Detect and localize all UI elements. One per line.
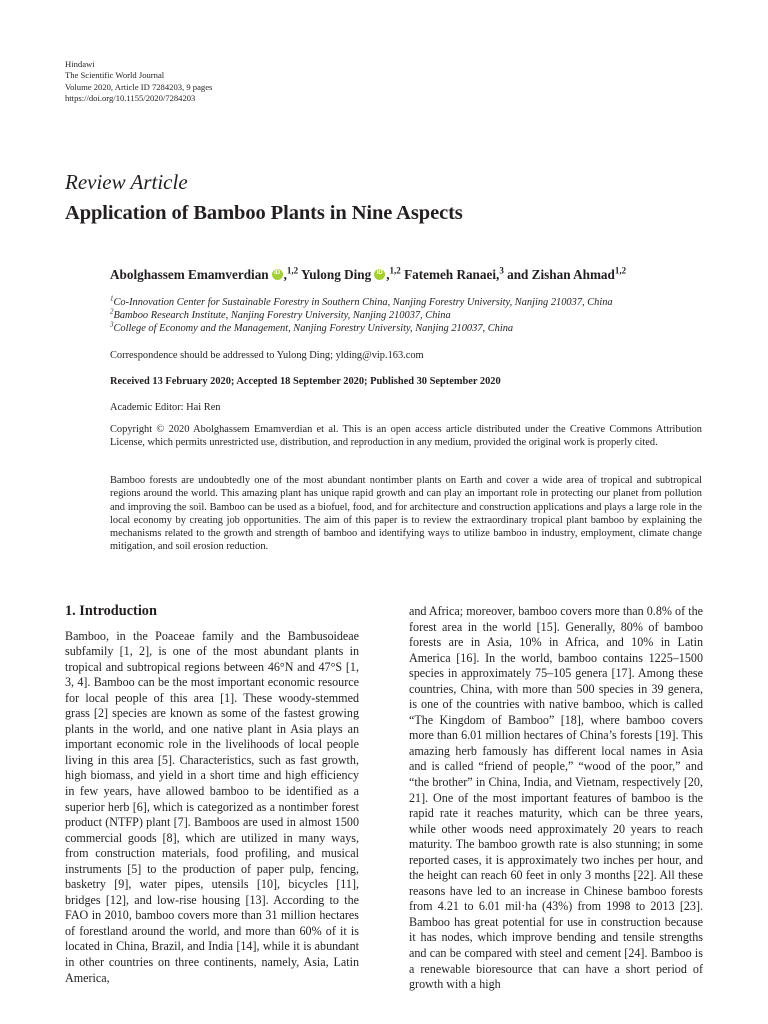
section-heading: 1. Introduction [65, 603, 157, 619]
author-name: Fatemeh Ranaei, [404, 267, 500, 282]
author-name: and Zishan Ahmad [507, 267, 615, 282]
author-affil-sup: 3 [499, 265, 504, 276]
publication-dates: Received 13 February 2020; Accepted 18 September 2020; Published 30 September 2020 [110, 376, 501, 387]
doi-link[interactable]: https://doi.org/10.1155/2020/7284203 [65, 92, 196, 103]
body-column-left [65, 604, 359, 986]
affiliation-item [110, 309, 613, 322]
academic-editor: Academic Editor: Hai Ren [110, 402, 221, 413]
author-affil-sup: 1,2 [614, 265, 627, 276]
journal-header [65, 59, 212, 104]
author-affil-sup: 1,2 [286, 265, 299, 276]
affiliation-item [110, 296, 613, 309]
affiliations [110, 296, 613, 336]
body-column-right [409, 604, 703, 993]
author-list: Abolghassem EmamverdianiD ,$^{1,2}$ Yulong DingiD ,$^{1,2}$ Fatemeh Ranaei,$^3$ and Zishan Ahmad$^{1,2}$ [110, 267, 626, 283]
author-name: Yulong Ding [300, 267, 372, 282]
copyright-notice: Copyright © 2020 Abolghassem Emamverdian et al. This is an open access article distributed under the Creative Commons Attribution License, which permits unrestricted use, distribution, and reproduction in any medium, provided the original work is properly cited. [110, 424, 702, 449]
abstract: Bamboo forests are undoubtedly one of the most abundant nontimber plants on Earth and cover a wide area of tropical and subtropical regions around the world. This amazing plant has unique rapid growth and can play an important role in protecting our planet from pollution and improving the soil. Bamboo can be used as a biofuel, food, and for architecture and construction applications and plays a large role in the local economy by creating job opportunities. The aim of this paper is to review the extraordinary tropical plant bamboo by explaining the mechanisms related to the growth and strength of bamboo and identifying ways to utilize bamboo in industry, employment, climate change mitigation, and soil erosion reduction. [110, 475, 702, 553]
affiliation-text: College of Economy and the Management, Nanjing Forestry University, Nanjing 210037, China [113, 323, 514, 335]
author-name: Abolghassem Emamverdian [110, 267, 269, 282]
publisher-name: Hindawi [65, 59, 95, 69]
journal-name: The Scientific World Journal [65, 70, 165, 81]
affiliation-text: Bamboo Research Institute, Nanjing Forestry University, Nanjing 210037, China [113, 310, 451, 322]
volume-line: Volume 2020, Article ID 7284203, 9 pages [65, 81, 213, 92]
affiliation-num: 3 [110, 320, 114, 329]
affiliation-num: 2 [110, 307, 114, 316]
affiliation-item [110, 322, 613, 335]
orcid-icon[interactable] [374, 269, 385, 280]
author-affil-sup: 1,2 [389, 265, 401, 276]
body-paragraph: and Africa; moreover, bamboo covers more than 0.8% of the forest area in the world [15]. Generally, 80% of bamboo forests are in Asia, 10% in Africa, and 10% in Latin America [16]. In the world, bamboo contains 1225–1500 species in approximately 75–105 genera [17]. Among these countries, China, with more than 500 species in 39 genera, is one of the countries with native bamboo, which is called “The Kingdom of Bamboo” [18], where bamboo covers more than 6.01 million hectares of China’s forests [19]. This amazing herb famously has different local names in Asia and is called “friend of people,” “wood of the poor,” and “the brother” in China, India, and Vietnam, respectively [20, 21]. One of the most important features of bamboo is the rapid rate it reaches maturity, which can be three years, while other woods need approximately 20 years to reach maturity. The bamboo growth rate is also stunning; in some reported cases, it is approximately two inches per hour, and the height can reach 60 feet in only 3 months [22]. All these reasons have led to an increase in Chinese bamboo forests from 4.21 to 6.01 mil·ha (43%) from 1998 to 2013 [23]. Bamboo has great potential for use in construction because it has nodes, which improve bending and tensile strengths and can be compared with steel and cement [24]. Bamboo is a renewable bioresource that can have a short period of growth with a high [409, 604, 703, 992]
paper-title: Application of Bamboo Plants in Nine Aspects [65, 202, 463, 224]
affiliation-text: Co-Innovation Center for Sustainable Forestry in Southern China, Nanjing Forestry University, Nanjing 210037, China [113, 297, 613, 308]
body-paragraph: Bamboo, in the Poaceae family and the Bambusoideae subfamily [1, 2], is one of the most abundant plants in tropical and subtropical regions between 46°N and 47°S [1, 3, 4]. Bamboo can be the most important economic resource for local people of this area [1]. These woody-stemmed grass [2] species are known as some of the fastest growing plants in the world, and one native plant in Asia plays an important economic role in the livelihoods of local people living in this area [5]. Characteristics, such as fast growth, high biomass, and yield in a short time and high efficiency in few years, have allowed bamboo to be identified as a superior herb [6], which is categorized as a nontimber forest product (NTFP) plant [7]. Bamboos are used in almost 1500 commercial goods [8], which are utilized in many ways, from construction materials, food profiling, and musical instruments [5] to the production of paper pulp, fencing, basketry [9], water pipes, utensils [10], bicycles [11], bridges [12], and low-rise housing [13]. According to the FAO in 2010, bamboo covers more than 31 million hectares of forestland around the world, and more than 60% of it is located in China, Brazil, and India [14], while it is abundant in other countries on three continents, namely, Asia, Latin America, [65, 628, 359, 985]
orcid-icon[interactable] [272, 269, 283, 280]
article-type: Review Article [65, 170, 188, 194]
correspondence: Correspondence should be addressed to Yulong Ding; ylding@vip.163.com [110, 350, 424, 361]
affiliation-num: 1 [110, 294, 114, 303]
